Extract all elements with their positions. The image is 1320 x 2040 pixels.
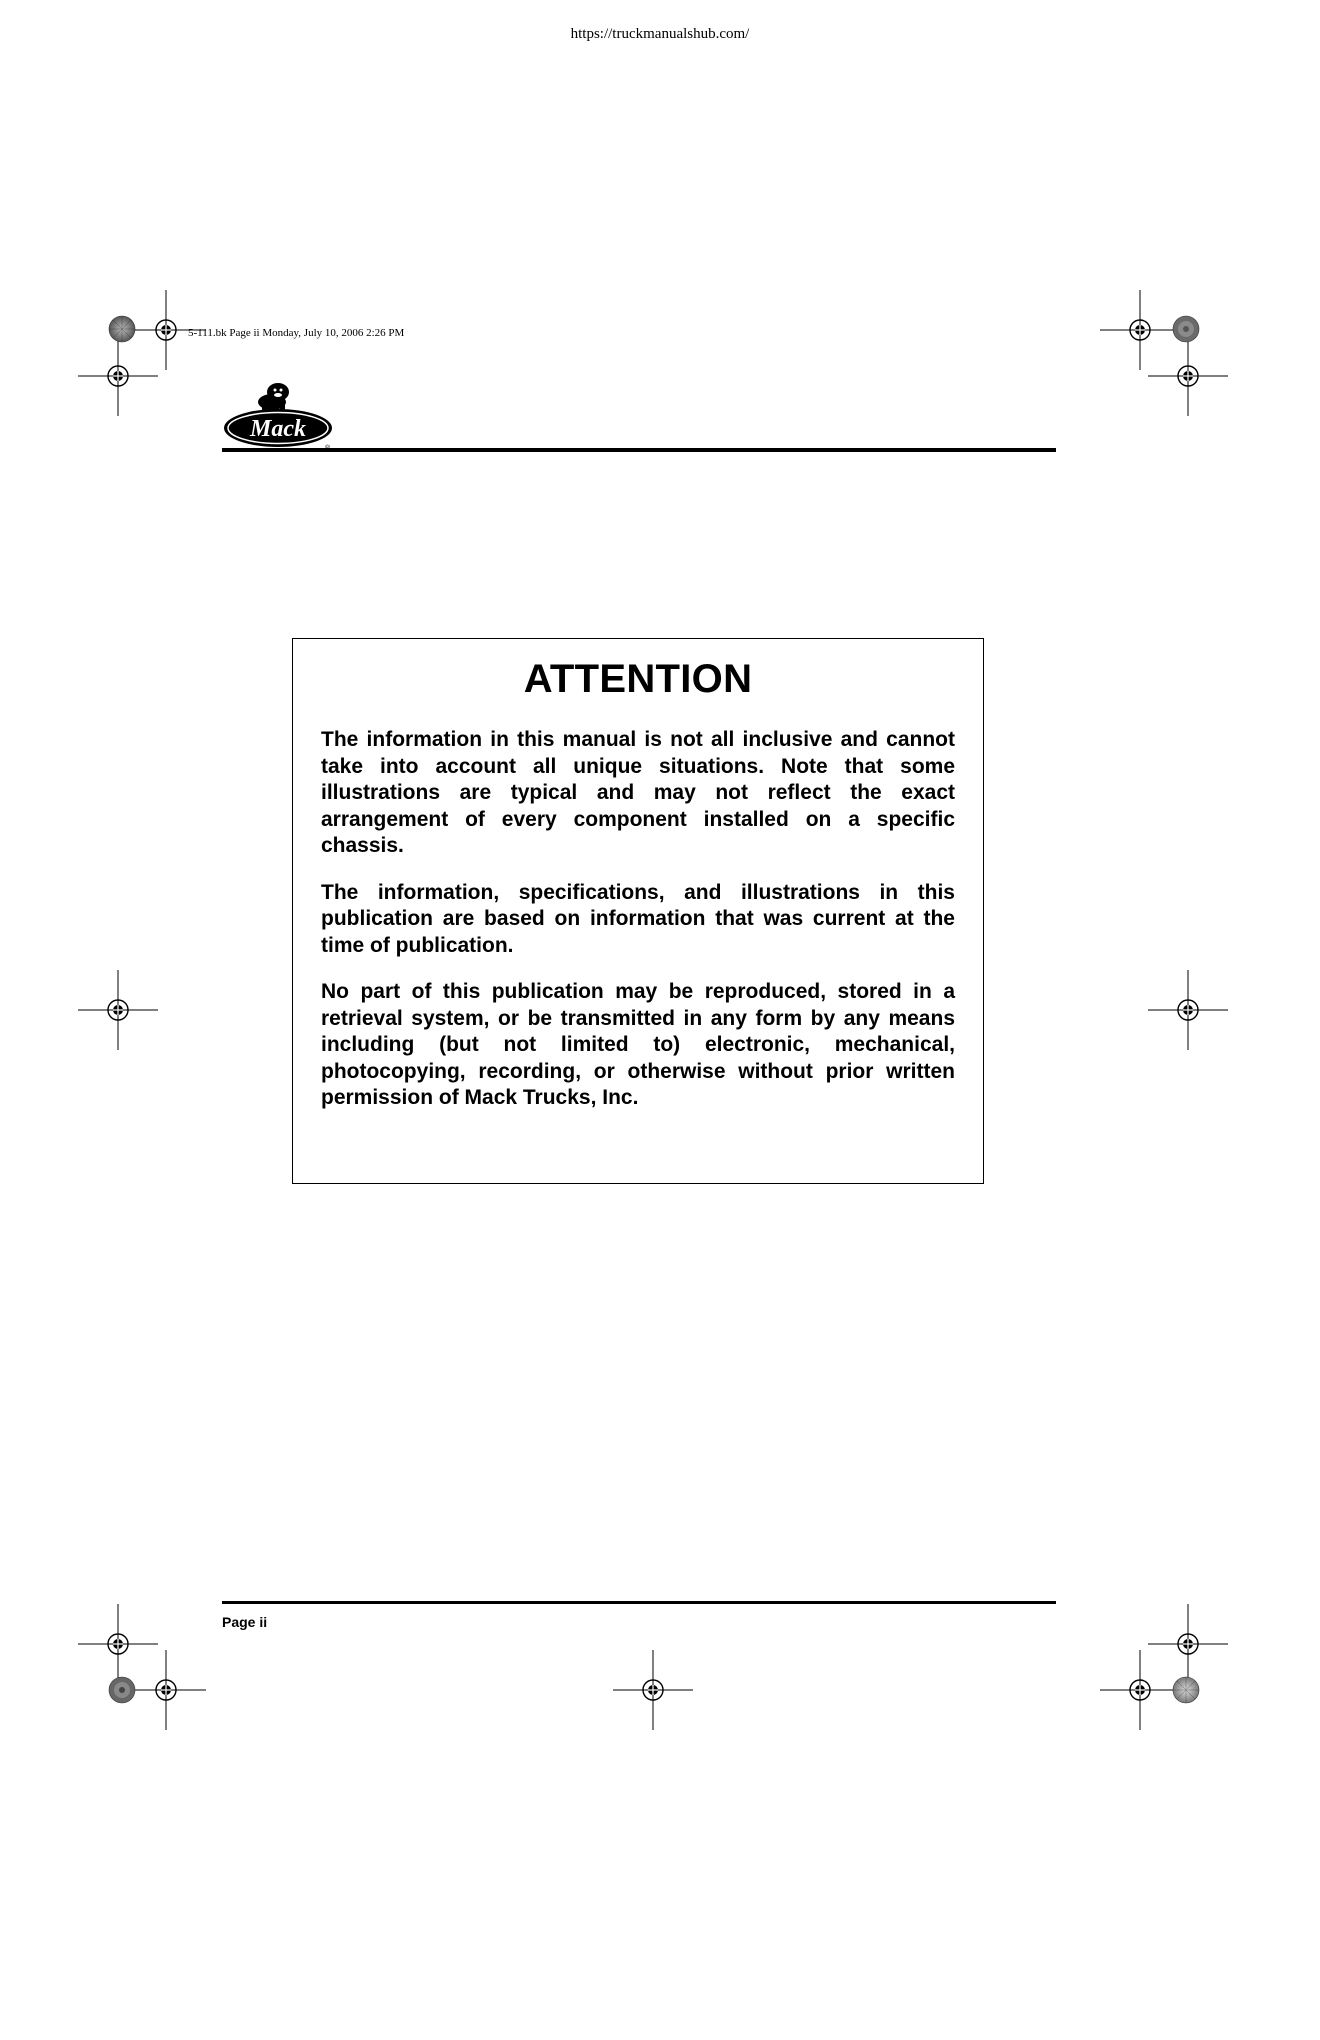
calibration-disc-icon <box>1172 315 1200 343</box>
source-url: https://truckmanualshub.com/ <box>570 26 750 42</box>
attention-notice <box>292 638 984 1184</box>
notice-paragraph: The information, specifications, and illustrations in this publication are based on information that was current at the time of publication. <box>321 880 955 957</box>
notice-paragraph: The information in this manual is not all inclusive and cannot take into account all unique situations. Note that some illustrations are typical and may not reflect the exact arrangement of every component installed on a specific chassis. <box>321 728 955 857</box>
registration-mark-icon <box>78 970 158 1050</box>
header-rule <box>222 448 1056 452</box>
mack-logo-icon <box>222 372 334 452</box>
calibration-disc-icon <box>108 1676 136 1704</box>
page-number: Page ii <box>222 1614 268 1630</box>
book-info-line: 5-111.bk Page ii Monday, July 10, 2006 2:26 PM <box>188 327 405 339</box>
registration-mark-icon <box>613 1650 693 1730</box>
footer-rule <box>222 1601 1056 1604</box>
attention-title: ATTENTION <box>523 657 753 701</box>
registration-mark-icon <box>126 1650 206 1730</box>
registration-mark-icon <box>1148 336 1228 416</box>
registration-mark-icon <box>78 336 158 416</box>
notice-paragraph: No part of this publication may be reproduced, stored in a retrieval system, or be transmitted in any form by any means including (but not limited to) electronic, mechanical, photocopying, recording, or otherwise without prior written permission of Mack Trucks, Inc. <box>321 980 955 1109</box>
registration-mark-icon <box>1100 1650 1180 1730</box>
logo-wordmark: Mack <box>250 416 306 442</box>
attention-body <box>321 727 955 1132</box>
calibration-disc-icon <box>108 315 136 343</box>
registration-mark-icon <box>1148 970 1228 1050</box>
calibration-disc-icon <box>1172 1676 1200 1704</box>
